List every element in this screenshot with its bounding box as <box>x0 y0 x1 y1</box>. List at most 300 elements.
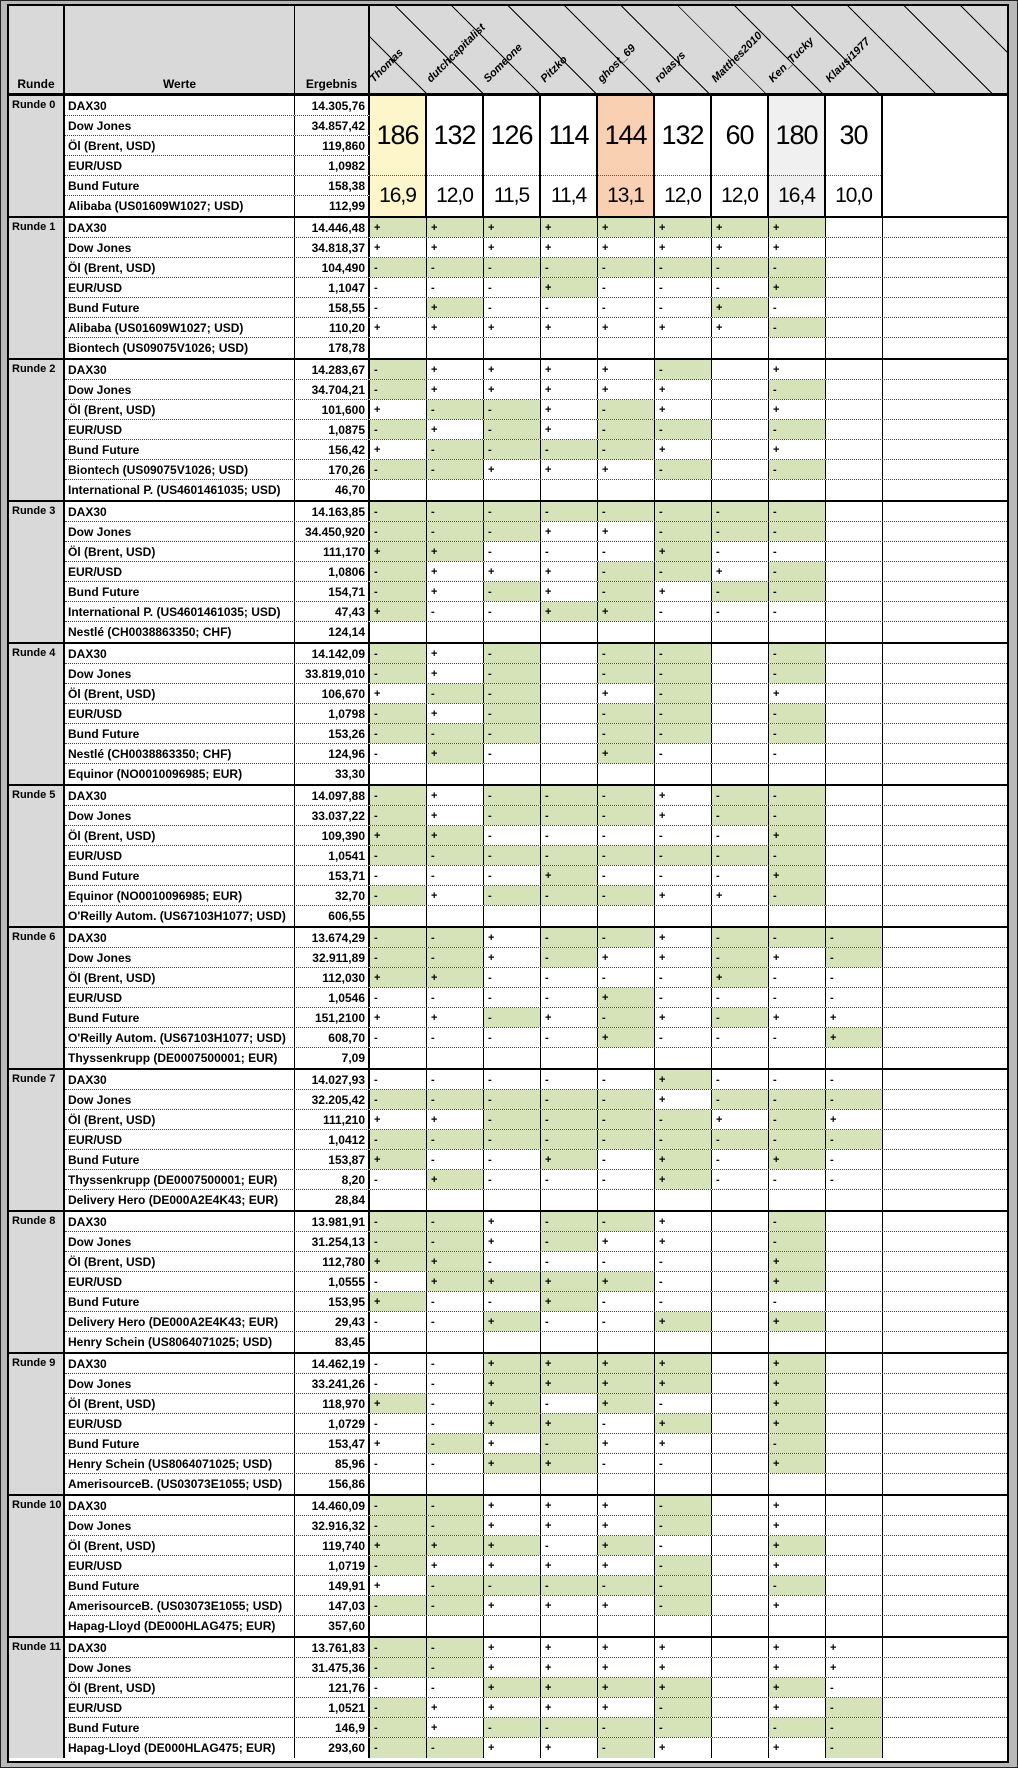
asset-value[interactable]: 153,71 <box>295 866 370 885</box>
prediction-cell[interactable]: + <box>769 1374 826 1393</box>
prediction-cell[interactable]: - <box>655 420 712 439</box>
prediction-cell[interactable]: - <box>598 1718 655 1737</box>
asset-name[interactable]: Dow Jones <box>65 522 295 541</box>
prediction-cell[interactable]: - <box>826 1070 883 1089</box>
prediction-cell[interactable]: - <box>655 664 712 683</box>
prediction-cell[interactable] <box>826 318 883 337</box>
prediction-cell[interactable]: - <box>427 1576 484 1595</box>
prediction-cell[interactable]: - <box>655 602 712 621</box>
prediction-cell[interactable]: + <box>541 420 598 439</box>
prediction-cell[interactable]: - <box>370 928 427 947</box>
prediction-cell[interactable]: - <box>655 644 712 663</box>
prediction-cell[interactable]: + <box>541 360 598 379</box>
prediction-cell[interactable]: + <box>598 602 655 621</box>
prediction-cell[interactable] <box>826 1332 883 1352</box>
prediction-cell[interactable] <box>826 644 883 663</box>
prediction-cell[interactable]: + <box>826 1110 883 1129</box>
prediction-cell[interactable] <box>370 338 427 358</box>
prediction-cell[interactable]: - <box>598 1008 655 1027</box>
prediction-cell[interactable] <box>712 1474 769 1494</box>
prediction-cell[interactable]: - <box>712 826 769 845</box>
asset-name[interactable]: Equinor (NO0010096985; EUR) <box>65 886 295 905</box>
prediction-cell[interactable] <box>655 622 712 642</box>
asset-value[interactable]: 7,09 <box>295 1048 370 1068</box>
prediction-cell[interactable]: + <box>427 806 484 825</box>
asset-name[interactable]: Bund Future <box>65 724 295 743</box>
player-header[interactable] <box>595 6 655 93</box>
prediction-cell[interactable]: - <box>769 298 826 317</box>
asset-name[interactable]: Bund Future <box>65 1008 295 1027</box>
prediction-cell[interactable]: + <box>769 1008 826 1027</box>
prediction-cell[interactable]: - <box>484 866 541 885</box>
prediction-cell[interactable] <box>712 420 769 439</box>
prediction-cell[interactable] <box>541 724 598 743</box>
prediction-cell[interactable]: - <box>769 562 826 581</box>
prediction-cell[interactable] <box>655 1616 712 1636</box>
asset-value[interactable]: 110,20 <box>295 318 370 337</box>
prediction-cell[interactable]: - <box>484 1110 541 1129</box>
prediction-cell[interactable]: - <box>598 1170 655 1189</box>
prediction-cell[interactable]: - <box>655 968 712 987</box>
prediction-cell[interactable] <box>541 1190 598 1210</box>
prediction-cell[interactable]: - <box>712 866 769 885</box>
prediction-cell[interactable] <box>712 744 769 763</box>
prediction-cell[interactable]: - <box>484 664 541 683</box>
prediction-cell[interactable]: + <box>484 318 541 337</box>
prediction-cell[interactable] <box>712 1212 769 1231</box>
prediction-cell[interactable]: + <box>541 1738 598 1758</box>
asset-name[interactable]: Bund Future <box>65 1150 295 1169</box>
prediction-cell[interactable] <box>598 1048 655 1068</box>
asset-name[interactable]: DAX30 <box>65 502 295 521</box>
prediction-cell[interactable]: + <box>484 1516 541 1535</box>
asset-value[interactable]: 14.446,48 <box>295 218 370 237</box>
prediction-cell[interactable]: - <box>598 664 655 683</box>
prediction-cell[interactable] <box>826 562 883 581</box>
prediction-cell[interactable]: - <box>427 724 484 743</box>
prediction-cell[interactable] <box>598 1190 655 1210</box>
prediction-cell[interactable]: + <box>484 1394 541 1413</box>
prediction-cell[interactable] <box>826 502 883 521</box>
prediction-cell[interactable]: - <box>769 1170 826 1189</box>
prediction-cell[interactable]: - <box>427 948 484 967</box>
prediction-cell[interactable]: + <box>427 968 484 987</box>
prediction-cell[interactable]: + <box>655 542 712 561</box>
asset-name[interactable]: Biontech (US09075V1026; USD) <box>65 460 295 479</box>
prediction-cell[interactable]: - <box>541 1170 598 1189</box>
prediction-cell[interactable]: - <box>427 1414 484 1433</box>
prediction-cell[interactable]: - <box>484 522 541 541</box>
prediction-cell[interactable]: - <box>541 968 598 987</box>
asset-value[interactable]: 32.916,32 <box>295 1516 370 1535</box>
prediction-cell[interactable]: - <box>541 1110 598 1129</box>
asset-name[interactable]: EUR/USD <box>65 278 295 297</box>
prediction-cell[interactable]: + <box>370 968 427 987</box>
prediction-cell[interactable]: + <box>427 218 484 237</box>
prediction-cell[interactable] <box>598 764 655 784</box>
prediction-cell[interactable]: - <box>655 724 712 743</box>
prediction-cell[interactable]: + <box>712 968 769 987</box>
prediction-cell[interactable] <box>370 1190 427 1210</box>
asset-name[interactable]: International P. (US4601461035; USD) <box>65 602 295 621</box>
prediction-cell[interactable] <box>826 1576 883 1595</box>
prediction-cell[interactable]: - <box>427 684 484 703</box>
prediction-cell[interactable]: - <box>712 502 769 521</box>
prediction-cell[interactable] <box>826 866 883 885</box>
prediction-cell[interactable]: - <box>484 744 541 763</box>
prediction-cell[interactable]: + <box>484 1212 541 1231</box>
prediction-cell[interactable]: + <box>484 1496 541 1515</box>
asset-value[interactable]: 85,96 <box>295 1454 370 1473</box>
prediction-cell[interactable]: + <box>655 1414 712 1433</box>
prediction-cell[interactable] <box>826 1374 883 1393</box>
prediction-cell[interactable]: + <box>370 440 427 459</box>
prediction-cell[interactable]: + <box>655 1738 712 1758</box>
prediction-cell[interactable] <box>484 622 541 642</box>
prediction-cell[interactable]: + <box>826 1658 883 1677</box>
prediction-cell[interactable]: - <box>598 968 655 987</box>
prediction-cell[interactable]: + <box>541 460 598 479</box>
prediction-cell[interactable]: + <box>541 1354 598 1373</box>
prediction-cell[interactable]: - <box>598 258 655 277</box>
asset-name[interactable]: Dow Jones <box>65 1516 295 1535</box>
asset-name[interactable]: Öl (Brent, USD) <box>65 1110 295 1129</box>
prediction-cell[interactable]: + <box>598 1556 655 1575</box>
prediction-cell[interactable]: - <box>598 1090 655 1109</box>
prediction-cell[interactable]: - <box>370 1272 427 1291</box>
column-header-ergebnis[interactable]: Ergebnis <box>295 6 370 93</box>
asset-name[interactable]: AmerisourceB. (US03073E1055; USD) <box>65 1474 295 1494</box>
prediction-cell[interactable]: + <box>655 948 712 967</box>
asset-name[interactable]: EUR/USD <box>65 1130 295 1149</box>
asset-name[interactable]: Öl (Brent, USD) <box>65 826 295 845</box>
prediction-cell[interactable]: + <box>541 278 598 297</box>
prediction-cell[interactable]: - <box>712 522 769 541</box>
prediction-cell[interactable]: + <box>655 1374 712 1393</box>
prediction-cell[interactable]: + <box>655 786 712 805</box>
prediction-cell[interactable]: - <box>370 1212 427 1231</box>
prediction-cell[interactable] <box>655 1332 712 1352</box>
asset-value[interactable]: 112,99 <box>295 196 370 216</box>
prediction-cell[interactable]: - <box>769 786 826 805</box>
prediction-cell[interactable]: + <box>769 1556 826 1575</box>
round-label[interactable]: Runde 4 <box>9 644 65 784</box>
asset-name[interactable]: Bund Future <box>65 298 295 317</box>
asset-name[interactable]: Dow Jones <box>65 1232 295 1251</box>
prediction-cell[interactable] <box>712 1738 769 1758</box>
asset-name[interactable]: EUR/USD <box>65 1414 295 1433</box>
prediction-cell[interactable]: + <box>598 1658 655 1677</box>
prediction-cell[interactable]: - <box>484 988 541 1007</box>
asset-name[interactable]: Bund Future <box>65 1292 295 1311</box>
prediction-cell[interactable]: - <box>541 1212 598 1231</box>
prediction-cell[interactable]: - <box>370 948 427 967</box>
score-total-cell[interactable]: 186 <box>370 96 425 176</box>
prediction-cell[interactable]: - <box>598 1070 655 1089</box>
prediction-cell[interactable]: - <box>712 602 769 621</box>
prediction-cell[interactable]: - <box>541 1028 598 1047</box>
prediction-cell[interactable] <box>826 1312 883 1331</box>
prediction-cell[interactable] <box>712 1678 769 1697</box>
asset-value[interactable]: 14.460,09 <box>295 1496 370 1515</box>
prediction-cell[interactable]: - <box>370 298 427 317</box>
prediction-cell[interactable]: - <box>370 866 427 885</box>
prediction-cell[interactable]: - <box>484 1718 541 1737</box>
prediction-cell[interactable] <box>598 480 655 500</box>
prediction-cell[interactable]: - <box>427 928 484 947</box>
prediction-cell[interactable]: - <box>427 1516 484 1535</box>
prediction-cell[interactable]: - <box>598 866 655 885</box>
asset-name[interactable]: Nestlé (CH0038863350; CHF) <box>65 744 295 763</box>
prediction-cell[interactable]: - <box>484 1150 541 1169</box>
prediction-cell[interactable]: - <box>484 704 541 723</box>
asset-name[interactable]: DAX30 <box>65 218 295 237</box>
prediction-cell[interactable]: - <box>370 1130 427 1149</box>
prediction-cell[interactable]: + <box>598 522 655 541</box>
prediction-cell[interactable] <box>826 1496 883 1515</box>
prediction-cell[interactable]: - <box>655 1556 712 1575</box>
prediction-cell[interactable] <box>826 1474 883 1494</box>
prediction-cell[interactable]: + <box>484 1536 541 1555</box>
prediction-cell[interactable]: + <box>484 460 541 479</box>
prediction-cell[interactable] <box>484 1332 541 1352</box>
prediction-cell[interactable] <box>541 1332 598 1352</box>
prediction-cell[interactable]: - <box>370 582 427 601</box>
asset-value[interactable]: 124,14 <box>295 622 370 642</box>
prediction-cell[interactable]: - <box>712 786 769 805</box>
prediction-cell[interactable] <box>655 1048 712 1068</box>
prediction-cell[interactable]: + <box>484 948 541 967</box>
prediction-cell[interactable]: + <box>427 1252 484 1271</box>
asset-name[interactable]: DAX30 <box>65 786 295 805</box>
round-label[interactable]: Runde 8 <box>9 1212 65 1352</box>
prediction-cell[interactable]: - <box>427 1130 484 1149</box>
score-average-cell[interactable]: 16,4 <box>778 184 815 207</box>
prediction-cell[interactable]: + <box>826 1638 883 1657</box>
score-total-cell[interactable]: 144 <box>598 96 653 176</box>
prediction-cell[interactable]: - <box>484 786 541 805</box>
prediction-cell[interactable]: - <box>655 562 712 581</box>
prediction-cell[interactable]: + <box>655 1678 712 1697</box>
asset-value[interactable]: 118,970 <box>295 1394 370 1413</box>
prediction-cell[interactable]: - <box>427 278 484 297</box>
prediction-cell[interactable]: + <box>427 664 484 683</box>
prediction-cell[interactable]: + <box>655 1170 712 1189</box>
prediction-cell[interactable]: - <box>712 1130 769 1149</box>
prediction-cell[interactable] <box>541 684 598 703</box>
prediction-cell[interactable]: - <box>370 502 427 521</box>
prediction-cell[interactable]: - <box>655 744 712 763</box>
asset-name[interactable]: Öl (Brent, USD) <box>65 258 295 277</box>
prediction-cell[interactable]: - <box>484 1008 541 1027</box>
prediction-cell[interactable] <box>598 1474 655 1494</box>
prediction-cell[interactable]: - <box>712 278 769 297</box>
asset-value[interactable]: 119,740 <box>295 1536 370 1555</box>
prediction-cell[interactable] <box>712 1232 769 1251</box>
prediction-cell[interactable]: - <box>712 542 769 561</box>
prediction-cell[interactable]: - <box>712 258 769 277</box>
prediction-cell[interactable]: - <box>541 502 598 521</box>
prediction-cell[interactable] <box>769 906 826 926</box>
prediction-cell[interactable]: - <box>769 644 826 663</box>
asset-value[interactable]: 13.761,83 <box>295 1638 370 1657</box>
prediction-cell[interactable] <box>712 1272 769 1291</box>
prediction-cell[interactable]: + <box>484 218 541 237</box>
prediction-cell[interactable]: - <box>370 988 427 1007</box>
prediction-cell[interactable]: - <box>370 1658 427 1677</box>
prediction-cell[interactable]: + <box>370 1008 427 1027</box>
asset-value[interactable]: 32.911,89 <box>295 948 370 967</box>
prediction-cell[interactable] <box>712 664 769 683</box>
prediction-cell[interactable]: - <box>769 744 826 763</box>
prediction-cell[interactable]: - <box>655 1252 712 1271</box>
prediction-cell[interactable]: + <box>541 1008 598 1027</box>
asset-name[interactable]: DAX30 <box>65 1070 295 1089</box>
prediction-cell[interactable]: - <box>598 1252 655 1271</box>
prediction-cell[interactable]: + <box>712 318 769 337</box>
round-label[interactable]: Runde 1 <box>9 218 65 358</box>
prediction-cell[interactable] <box>655 764 712 784</box>
prediction-cell[interactable]: - <box>370 360 427 379</box>
prediction-cell[interactable]: - <box>427 400 484 419</box>
prediction-cell[interactable]: - <box>484 582 541 601</box>
prediction-cell[interactable]: + <box>769 1354 826 1373</box>
prediction-cell[interactable] <box>370 764 427 784</box>
prediction-cell[interactable]: + <box>484 380 541 399</box>
prediction-cell[interactable]: - <box>769 318 826 337</box>
asset-value[interactable]: 153,95 <box>295 1292 370 1311</box>
asset-name[interactable]: DAX30 <box>65 928 295 947</box>
prediction-cell[interactable]: - <box>370 1312 427 1331</box>
asset-name[interactable]: Öl (Brent, USD) <box>65 1536 295 1555</box>
prediction-cell[interactable]: - <box>541 806 598 825</box>
prediction-cell[interactable]: - <box>826 1090 883 1109</box>
asset-value[interactable]: 1,0555 <box>295 1272 370 1291</box>
prediction-cell[interactable]: - <box>655 278 712 297</box>
asset-value[interactable]: 112,030 <box>295 968 370 987</box>
asset-name[interactable]: EUR/USD <box>65 988 295 1007</box>
prediction-cell[interactable]: - <box>484 1292 541 1311</box>
prediction-cell[interactable]: + <box>484 1414 541 1433</box>
prediction-cell[interactable] <box>826 1212 883 1231</box>
prediction-cell[interactable]: - <box>712 582 769 601</box>
prediction-cell[interactable]: - <box>484 846 541 865</box>
prediction-cell[interactable] <box>370 1048 427 1068</box>
prediction-cell[interactable]: + <box>655 1312 712 1331</box>
prediction-cell[interactable] <box>370 1332 427 1352</box>
prediction-cell[interactable] <box>826 744 883 763</box>
prediction-cell[interactable] <box>826 724 883 743</box>
prediction-cell[interactable]: + <box>484 1658 541 1677</box>
prediction-cell[interactable]: - <box>769 582 826 601</box>
asset-name[interactable]: Delivery Hero (DE000A2E4K43; EUR) <box>65 1190 295 1210</box>
prediction-cell[interactable]: - <box>427 1394 484 1413</box>
prediction-cell[interactable]: - <box>484 298 541 317</box>
asset-value[interactable]: 153,47 <box>295 1434 370 1453</box>
prediction-cell[interactable]: + <box>541 1496 598 1515</box>
prediction-cell[interactable]: - <box>826 1130 883 1149</box>
prediction-cell[interactable]: - <box>484 420 541 439</box>
prediction-cell[interactable]: - <box>370 664 427 683</box>
prediction-cell[interactable] <box>712 1454 769 1473</box>
prediction-cell[interactable]: - <box>541 298 598 317</box>
prediction-cell[interactable] <box>826 602 883 621</box>
prediction-cell[interactable]: - <box>541 1090 598 1109</box>
asset-value[interactable]: 34.450,920 <box>295 522 370 541</box>
prediction-cell[interactable] <box>712 724 769 743</box>
prediction-cell[interactable] <box>826 806 883 825</box>
prediction-cell[interactable]: + <box>484 562 541 581</box>
prediction-cell[interactable]: - <box>541 1312 598 1331</box>
prediction-cell[interactable] <box>370 1474 427 1494</box>
prediction-cell[interactable] <box>826 1454 883 1473</box>
prediction-cell[interactable] <box>826 1394 883 1413</box>
prediction-cell[interactable] <box>826 238 883 257</box>
prediction-cell[interactable] <box>712 1496 769 1515</box>
prediction-cell[interactable]: - <box>370 1738 427 1758</box>
asset-value[interactable]: 1,0521 <box>295 1698 370 1717</box>
prediction-cell[interactable] <box>826 764 883 784</box>
prediction-cell[interactable] <box>712 1638 769 1657</box>
prediction-cell[interactable]: - <box>769 1028 826 1047</box>
asset-value[interactable]: 1,0719 <box>295 1556 370 1575</box>
prediction-cell[interactable]: + <box>541 1678 598 1697</box>
prediction-cell[interactable]: + <box>427 1698 484 1717</box>
prediction-cell[interactable]: + <box>541 1150 598 1169</box>
prediction-cell[interactable]: - <box>427 866 484 885</box>
prediction-cell[interactable]: - <box>370 704 427 723</box>
prediction-cell[interactable] <box>769 1332 826 1352</box>
prediction-cell[interactable]: - <box>370 744 427 763</box>
prediction-cell[interactable] <box>541 1474 598 1494</box>
prediction-cell[interactable] <box>712 1252 769 1271</box>
prediction-cell[interactable] <box>370 480 427 500</box>
prediction-cell[interactable] <box>427 338 484 358</box>
asset-value[interactable]: 1,0546 <box>295 988 370 1007</box>
asset-name[interactable]: Öl (Brent, USD) <box>65 542 295 561</box>
prediction-cell[interactable]: - <box>769 258 826 277</box>
prediction-cell[interactable]: - <box>541 786 598 805</box>
prediction-cell[interactable]: + <box>598 1272 655 1291</box>
prediction-cell[interactable]: + <box>370 1536 427 1555</box>
asset-name[interactable]: DAX30 <box>65 644 295 663</box>
asset-value[interactable]: 104,490 <box>295 258 370 277</box>
asset-value[interactable]: 13.981,91 <box>295 1212 370 1231</box>
asset-name[interactable]: EUR/USD <box>65 704 295 723</box>
asset-value[interactable]: 14.305,76 <box>295 96 370 115</box>
prediction-cell[interactable]: + <box>370 1576 427 1595</box>
asset-name[interactable]: Equinor (NO0010096985; EUR) <box>65 764 295 784</box>
asset-name[interactable]: EUR/USD <box>65 420 295 439</box>
player-header[interactable] <box>766 6 826 93</box>
prediction-cell[interactable]: - <box>484 724 541 743</box>
prediction-cell[interactable]: - <box>712 1008 769 1027</box>
prediction-cell[interactable]: - <box>370 806 427 825</box>
prediction-cell[interactable] <box>427 1190 484 1210</box>
prediction-cell[interactable]: - <box>655 502 712 521</box>
prediction-cell[interactable]: - <box>769 420 826 439</box>
prediction-cell[interactable]: - <box>484 1070 541 1089</box>
asset-value[interactable]: 1,0729 <box>295 1414 370 1433</box>
asset-name[interactable]: EUR/USD <box>65 562 295 581</box>
prediction-cell[interactable]: + <box>370 826 427 845</box>
prediction-cell[interactable]: - <box>370 278 427 297</box>
prediction-cell[interactable]: + <box>712 886 769 905</box>
prediction-cell[interactable]: + <box>427 582 484 601</box>
asset-name[interactable]: Öl (Brent, USD) <box>65 400 295 419</box>
prediction-cell[interactable]: + <box>370 684 427 703</box>
prediction-cell[interactable]: - <box>769 968 826 987</box>
